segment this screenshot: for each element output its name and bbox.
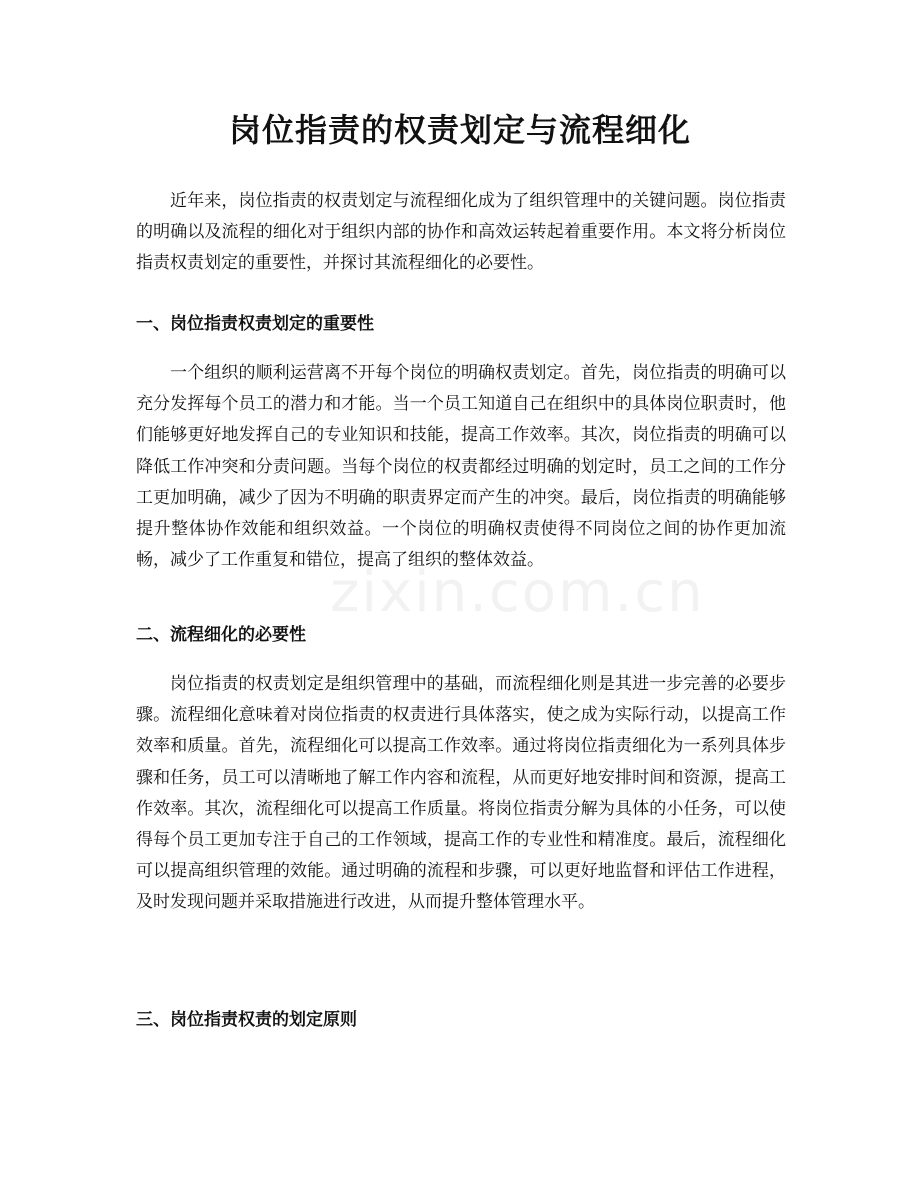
section-heading-2: 二、流程细化的必要性	[136, 625, 306, 645]
watermark: zixin.com.cn	[330, 560, 705, 625]
document-title: 岗位指责的权责划定与流程细化	[228, 111, 691, 149]
section-body-2: 岗位指责的权责划定是组织管理中的基础，而流程细化则是其进一步完善的必要步骤。流程细化意味着对岗位指责的权责进行具体落实，使之成为实际行动，以提高工作效率和质量。首先，流程细化可以提高工作效率。通过将岗位指责细化为一系列具体步骤和任务，员工可以清晰地了解工作内容和流程，从而更好地安排时间和资源，提高工作效率。其次，流程细化可以提高工作质量。将岗位指责分解为具体的小任务，可以使得每个员工更加专注于自己的工作领域，提高工作的专业性和精准度。最后，流程细化可以提高组织管理的效能。通过明确的流程和步骤，可以更好地监督和评估工作进程，及时发现问题并采取措施进行改进，从而提升整体管理水平。	[136, 674, 786, 913]
intro-paragraph: 近年来，岗位指责的权责划定与流程细化成为了组织管理中的关键问题。岗位指责的明确以及流程的细化对于组织内部的协作和高效运转起着重要作用。本文将分析岗位指责权责划定的重要性，并探讨其流程细化的必要性。	[136, 191, 786, 274]
section-heading-3: 三、岗位指责权责的划定原则	[136, 1010, 357, 1030]
section-heading-1: 一、岗位指责权责划定的重要性	[136, 314, 374, 334]
section-body-1: 一个组织的顺利运营离不开每个岗位的明确权责划定。首先，岗位指责的明确可以充分发挥每个员工的潜力和才能。当一个员工知道自己在组织中的具体岗位职责时，他们能够更好地发挥自己的专业知识和技能，提高工作效率。其次，岗位指责的明确可以降低工作冲突和分责问题。当每个岗位的权责都经过明确的划定时，员工之间的工作分工更加明确，减少了因为不明确的职责界定而产生的冲突。最后，岗位指责的明确能够提升整体协作效能和组织效益。一个岗位的明确权责使得不同岗位之间的协作更加流畅，减少了工作重复和错位，提高了组织的整体效益。	[136, 363, 786, 571]
